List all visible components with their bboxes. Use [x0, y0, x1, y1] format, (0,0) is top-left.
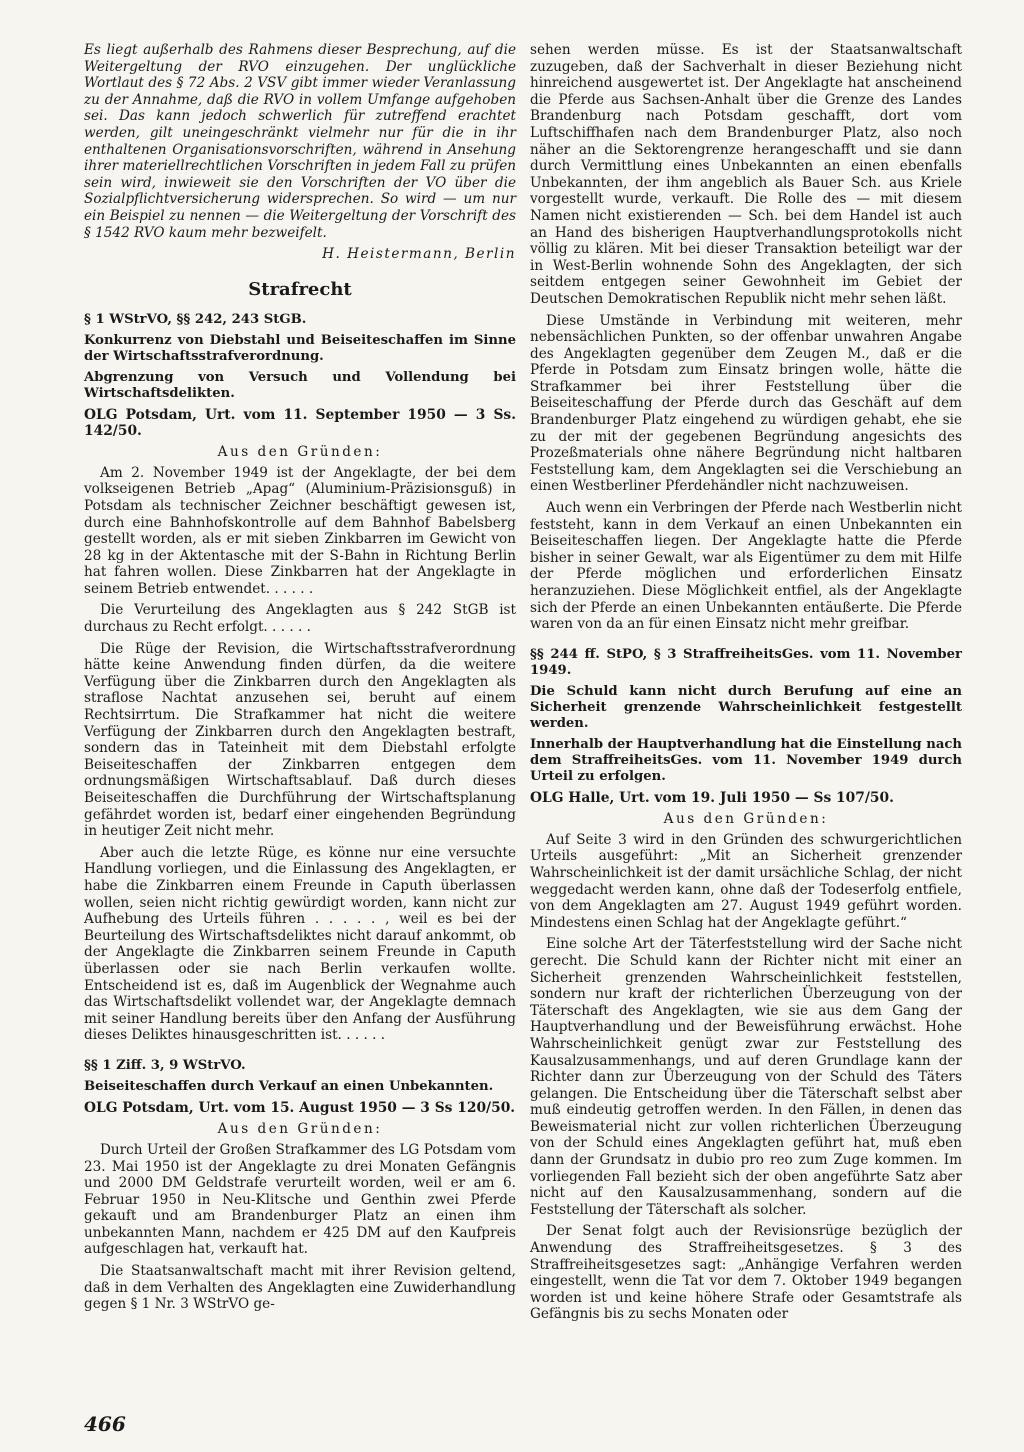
case2-paragraph-2: Die Staatsanwaltschaft macht mit ihrer Revision geltend, daß in dem Verhalten des Angeklagten eine Zuwiderhandlung gegen § 1 Nr. 3 WStrVO ge-	[84, 1263, 516, 1313]
intro-paragraph: Es liegt außerhalb des Rahmens dieser Besprechung, auf die Weitergeltung der RVO einzugehen. Der unglückliche Wortlaut des § 72 Abs. 2 VSV gibt immer wieder Veranlassung zu der Annahme, daß die RVO in vollem Umfange aufgehoben sei. Das kann jedoch schwerlich für zutreffend erachtet werden, gilt uneingeschränkt vielmehr nur für die in ihr enthaltenen Organisationsvorschriften, während in Ansehung ihrer materiellrechtlichen Vorschriften in jedem Fall zu prüfen sein wird, inwieweit sie den Vorschriften der VO über die Sozialpflichtversicherung widersprechen. So wird — um nur ein Beispiel zu nennen — die Weitergeltung der Vorschrift des § 1542 RVO kaum mehr bezweifelt.	[84, 42, 516, 241]
case1-reasons-label: Aus den Gründen:	[217, 443, 383, 460]
case2-court: OLG Potsdam, Urt. vom 15. August 1950 — 3 Ss 120/50.	[84, 1099, 516, 1116]
case1-paragraph-4: Aber auch die letzte Rüge, es könne nur eine versuchte Handlung vorliegen, und die Einlassung des Angeklagten, er habe die Zinkbarren einem Freunde in Caputh überlassen wollen, seien nicht richtig gewürdigt worden, kann nicht zur Aufhebung des Urteils führen . . . . . , weil es bei der Beurteilung des Wirtschaftsdeliktes nicht darauf ankommt, ob der Angeklagte die Zinkbarren seinem Freunde in Caputh überlassen oder sie nach Berlin verkaufen wollte. Entscheidend ist es, daß im Augenblick der Wegnahme auch das Wirtschaftsdelikt vollendet war, der Angeklagte demnach mit seiner Handlung bereits über den Anfang der Ausführung dieses Deliktes hinausgeschritten ist. . . . . .	[84, 844, 516, 1044]
case3-paragraph-3: Der Senat folgt auch der Revisionsrüge bezüglich der Anwendung des Straffreiheitsgesetzes. § 3 des Straffreiheitsgesetzes sagt: „Anhängige Verfahren werden eingestellt, wenn die Tat vor dem 7. Oktober 1949 begangen worden ist und keine höhere Strafe oder Gesamtstrafe als Gefängnis bis zu sechs Monaten oder	[530, 1223, 962, 1323]
case1-paragraph-2: Die Verurteilung des Angeklagten aus § 242 StGB ist durchaus zu Recht erfolgt. . . . . .	[84, 602, 516, 636]
case3-headnote-1: Die Schuld kann nicht durch Berufung auf eine an Sicherheit grenzende Wahrscheinlichkeit festgestellt werden.	[530, 683, 962, 731]
author-signature: H. Heistermann, Berlin	[322, 246, 516, 263]
case3-reasons-label: Aus den Gründen:	[663, 810, 829, 827]
case2-citation: §§ 1 Ziff. 3, 9 WStrVO.	[84, 1057, 246, 1073]
right-column	[530, 42, 962, 1328]
case3-citation: §§ 244 ff. StPO, § 3 StraffreiheitsGes. vom 11. November 1949.	[530, 646, 962, 678]
case1-headnote-2: Abgrenzung von Versuch und Vollendung bei Wirtschaftsdelikten.	[84, 369, 516, 401]
left-column	[84, 42, 516, 1318]
case3-court: OLG Halle, Urt. vom 19. Juli 1950 — Ss 107/50.	[530, 789, 894, 806]
case1-citation: § 1 WStrVO, §§ 242, 243 StGB.	[84, 311, 307, 327]
right-paragraph-1: sehen werden müsse. Es ist der Staatsanwaltschaft zuzugeben, daß der Sachverhalt in dieser Beziehung nicht hinreichend ausgewertet ist. Der Angeklagte hat anscheinend die Pferde aus Sachsen-Anhalt über die Grenze des Landes Brandenburg nach Potsdam geschafft, dort vom Luftschiffhafen nach dem Brandenburger Platz, also noch näher an die Sektorengrenze herangeschafft und sie dann durch Vermittlung eines Unbekannten an einen ebenfalls Unbekannten, der ihm angeblich als Bauer Sch. aus Kriele vorgestellt wurde, verkauft. Die Rolle des — mit diesem Namen nicht existierenden — Sch. bei dem Handel ist auch an Hand des bisherigen Hauptverhandlungsprotokolls nicht völlig zu klären. Mit bei dieser Transaktion beteiligt war der in West-Berlin wohnende Sohn des Angeklagten, der sich seitdem entgegen seiner Gewohnheit im Gebiet der Deutschen Demokratischen Republik nicht mehr sehen läßt.	[530, 42, 962, 307]
case1-headnote-1: Konkurrenz von Diebstahl und Beiseiteschaffen im Sinne der Wirtschaftsstrafverordnung.	[84, 332, 516, 364]
case2-headnote-1: Beiseiteschaffen durch Verkauf an einen Unbekannten.	[84, 1078, 494, 1094]
right-paragraph-2: Diese Umstände in Verbindung mit weiteren, mehr nebensächlichen Punkten, so der offenbar unwahren Angabe des Angeklagten gegenüber dem Zeugen M., daß er die Pferde in Potsdam zum Einsatz bringen wolle, hätte die Strafkammer bei ihrer Feststellung über die Beiseiteschaffung der Pferde durch das Geschäft auf dem Brandenburger Platz eingehend zu würdigen gehabt, ehe sie zu der mit der gegebenen Begründung angesichts des Prozeßmaterials ohne nähere Begründung nicht haltbaren Feststellung kam, dem Angeklagten sei die Verschiebung an einen Westberliner Pferdehändler nicht nachzuweisen.	[530, 312, 962, 495]
case1-paragraph-3: Die Rüge der Revision, die Wirtschaftsstrafverordnung hätte keine Anwendung finden dürfen, da die weitere Verfügung über die Zinkbarren durch den Angeklagten als straflose Nachtat anzusehen sei, beruht auf einem Rechtsirrtum. Die Strafkammer hat nicht die weitere Verfügung der Zinkbarren durch den Angeklagten bestraft, sondern das in Tateinheit mit dem Diebstahl erfolgte Beiseiteschaffen der Zinkbarren entgegen dem ordnungsmäßigen Wirtschaftsablauf. Daß durch dieses Beiseiteschaffen die Durchführung der Wirtschaftsplanung gefährdet worden ist, bedarf einer eingehenden Begründung in heutiger Zeit nicht mehr.	[84, 640, 516, 840]
case3-paragraph-1: Auf Seite 3 wird in den Gründen des schwurgerichtlichen Urteils ausgeführt: „Mit an Sicherheit grenzender Wahrscheinlichkeit ist der damit ursächliche Schlag, der nicht weggedacht werden kann, ohne daß der Todeserfolg entfiele, von dem Angeklagten am 27. August 1949 geführt worden. Mindestens einen Schlag hat der Angeklagte geführt.“	[530, 831, 962, 931]
page-number: 466	[84, 1412, 126, 1436]
case2-reasons-label: Aus den Gründen:	[217, 1120, 383, 1137]
case3-headnote-2: Innerhalb der Hauptverhandlung hat die Einstellung nach dem StraffreiheitsGes. vom 11. November 1949 durch Urteil zu erfolgen.	[530, 736, 962, 784]
case2-paragraph-1: Durch Urteil der Großen Strafkammer des LG Potsdam vom 23. Mai 1950 ist der Angeklagte zu drei Monaten Gefängnis und 2000 DM Geldstrafe verurteilt worden, weil er am 6. Februar 1950 in Neu-Klitsche und Genthin zwei Pferde gekauft und am Brandenburger Platz an einen ihm unbekannten Mann, nachdem er 425 DM auf den Kaufpreis aufgeschlagen hat, verkauft hat.	[84, 1141, 516, 1258]
right-paragraph-3: Auch wenn ein Verbringen der Pferde nach Westberlin nicht feststeht, kann in dem Verkauf an einen Unbekannten ein Beiseiteschaffen liegen. Der Angeklagte hatte die Pferde bisher in seiner Gewalt, war als Eigentümer zu dem mit Hilfe der Pferde möglichen und erforderlichen Einsatz heranzuziehen. Diese Möglichkeit entfiel, als der Angeklagte sich der Pferde an einen Unbekannten entäußerte. Die Pferde waren von da an für einen Einsatz nicht mehr greifbar.	[530, 500, 962, 633]
case1-court: OLG Potsdam, Urt. vom 11. September 1950 — 3 Ss. 142/50.	[84, 406, 516, 439]
case3-paragraph-2: Eine solche Art der Täterfeststellung wird der Sache nicht gerecht. Die Schuld kann der Richter nicht mit einer an Sicherheit grenzenden Wahrscheinlichkeit feststellen, sondern nur kraft der richterlichen Überzeugung von der Täterschaft des Angeklagten, wie sie aus dem Gang der Hauptverhandlung und der Beweisführung erwächst. Hohe Wahrscheinlichkeit genügt zwar zur Feststellung des Kausalzusammenhangs, und auf deren Grundlage kann der Richter dann zur Überzeugung von der Schuld des Täters gelangen. Die Entscheidung über die Täterschaft selbst aber muß eindeutig getroffen werden. In den Fällen, in denen das Beweismaterial nicht zur vollen richterlichen Überzeugung von der Schuld eines Angeklagten geführt hat, muß eben dann der Grundsatz in dubio pro reo zum Zuge kommen. Im vorliegenden Fall bezieht sich der oben angeführte Satz aber nicht auf den Kausalzusammenhang, sondern auf die Feststellung der Täterschaft als solcher.	[530, 936, 962, 1218]
section-title: Strafrecht	[248, 278, 352, 300]
case1-paragraph-1: Am 2. November 1949 ist der Angeklagte, der bei dem volkseigenen Betrieb „Apag“ (Aluminium-Präzisionsguß) in Potsdam als technischer Zeichner beschäftigt gewesen ist, durch eine Bahnhofskontrolle auf dem Bahnhof Babelsberg gestellt worden, als er mit sieben Zinkbarren im Gewicht von 28 kg in der Aktentasche mit der S-Bahn in Richtung Berlin hat fahren wollen. Diese Zinkbarren hat der Angeklagte in seinem Betrieb entwendet. . . . . .	[84, 464, 516, 597]
